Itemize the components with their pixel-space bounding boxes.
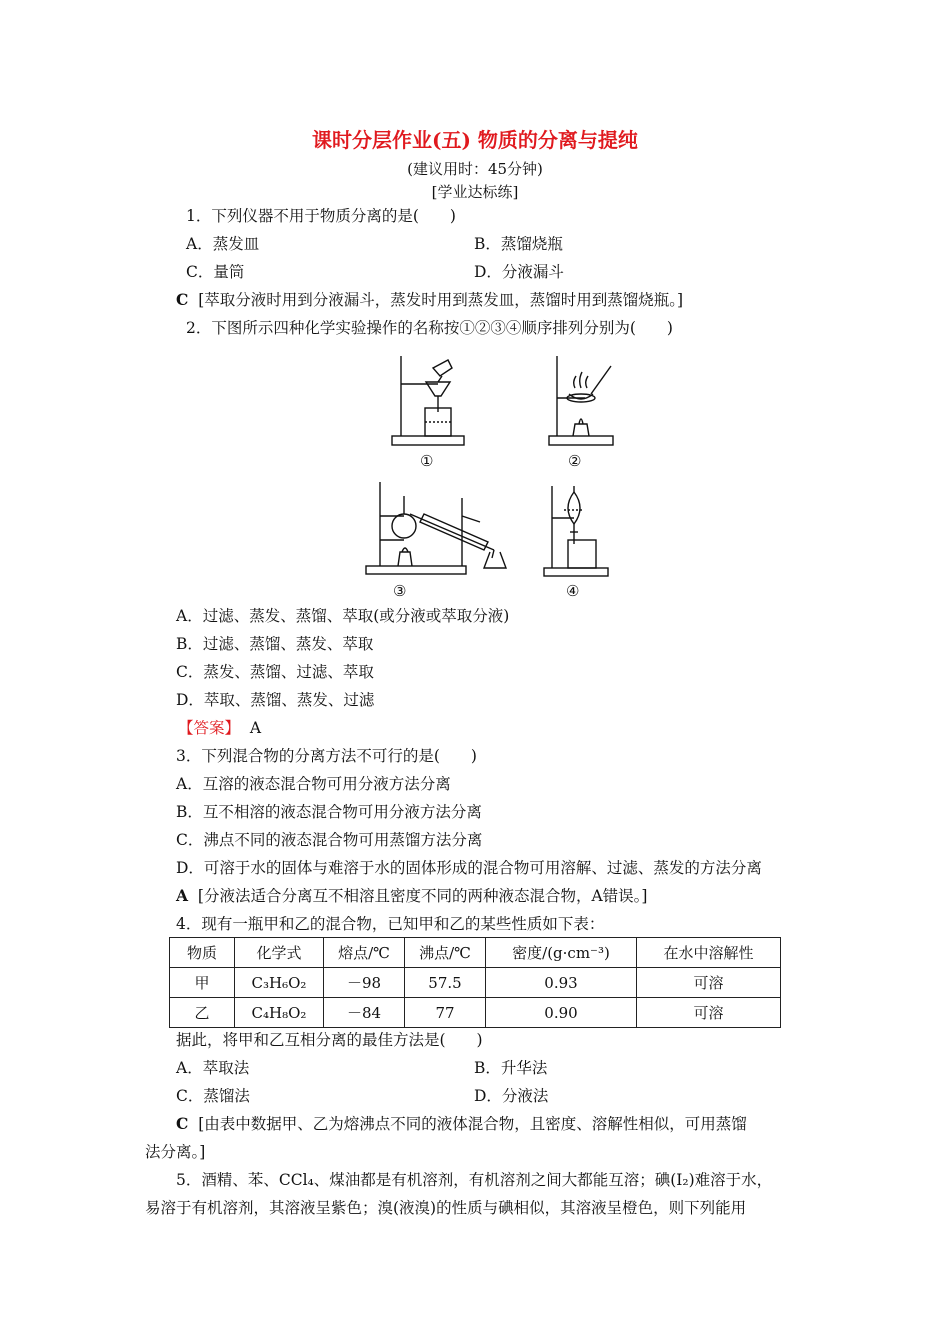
- table-header: 沸点/℃: [405, 938, 486, 968]
- table-cell: 可溶: [637, 968, 781, 998]
- q3-option-c: C．沸点不同的液态混合物可用蒸馏方法分离: [176, 831, 483, 849]
- q4-answer: [176, 1114, 747, 1134]
- q1-option-b: B．蒸馏烧瓶: [474, 235, 563, 253]
- q3-option-a: A．互溶的液态混合物可用分液方法分离: [176, 775, 451, 793]
- q2-answer: [178, 718, 261, 738]
- table-header: 熔点/℃: [324, 938, 405, 968]
- table-cell: C₄H₈O₂: [235, 998, 324, 1028]
- table-cell: －98: [324, 968, 405, 998]
- q1-stem: 1．下列仪器不用于物质分离的是( ): [186, 207, 456, 225]
- q3-explanation: [分液法适合分离互不相溶且密度不同的两种液态混合物，A错误。]: [197, 887, 648, 905]
- q4-explanation-line2: 法分离。]: [145, 1143, 206, 1161]
- suggested-time: (建议用时：45分钟): [407, 160, 543, 178]
- section-label: [学业达标练]: [431, 183, 519, 201]
- table-cell: 57.5: [405, 968, 486, 998]
- q4-stem: 4．现有一瓶甲和乙的混合物，已知甲和乙的某些性质如下表：: [176, 915, 605, 933]
- q4-option-c: C．蒸馏法: [176, 1087, 250, 1105]
- q2-answer-letter: A: [249, 719, 262, 737]
- page-title: 课时分层作业(五) 物质的分离与提纯: [312, 128, 638, 152]
- q5-line1: 5．酒精、苯、CCl₄、煤油都是有机溶剂，有机溶剂之间大都能互溶；碘(I₂)难溶于水，: [176, 1171, 773, 1189]
- q4-option-a: A．萃取法: [176, 1059, 250, 1077]
- filtration-apparatus-figure: [388, 352, 468, 448]
- distillation-apparatus-figure: [362, 478, 522, 578]
- q1-explanation: [萃取分液时用到分液漏斗，蒸发时用到蒸发皿，蒸馏时用到蒸馏烧瓶。]: [198, 291, 684, 309]
- table-header: 在水中溶解性: [637, 938, 781, 968]
- q4-question: 据此，将甲和乙互相分离的最佳方法是( ): [176, 1031, 483, 1049]
- table-cell: 乙: [170, 998, 235, 1028]
- table-cell: 0.93: [486, 968, 637, 998]
- table-cell: 77: [405, 998, 486, 1028]
- table-cell: 甲: [170, 968, 235, 998]
- q3-answer-letter: A: [176, 886, 189, 905]
- properties-table: [169, 937, 781, 1028]
- figure-label-3: ③: [393, 582, 407, 600]
- q2-option-c: C．蒸发、蒸馏、过滤、萃取: [176, 663, 374, 681]
- q4-option-b: B．升华法: [474, 1059, 548, 1077]
- q2-stem: 2．下图所示四种化学实验操作的名称按①②③④顺序排列分别为( ): [186, 319, 673, 337]
- q3-option-b: B．互不相溶的液态混合物可用分液方法分离: [176, 803, 482, 821]
- separatory-funnel-figure: [540, 482, 612, 578]
- q5-line2: 易溶于有机溶剂，其溶液呈紫色；溴(液溴)的性质与碘相似，其溶液呈橙色，则下列能用: [145, 1199, 747, 1217]
- q3-option-d: D．可溶于水的固体与难溶于水的固体形成的混合物可用溶解、过滤、蒸发的方法分离: [176, 859, 762, 877]
- figure-label-2: ②: [568, 452, 582, 470]
- q1-option-d: D．分液漏斗: [474, 263, 564, 281]
- table-header: 密度/(g·cm⁻³): [486, 938, 637, 968]
- q1-answer-letter: C: [176, 290, 189, 309]
- table-header: 化学式: [235, 938, 324, 968]
- figure-label-4: ④: [566, 582, 580, 600]
- table-cell: 可溶: [637, 998, 781, 1028]
- q1-answer: [176, 290, 683, 310]
- q4-explanation-line1: [由表中数据甲、乙为熔沸点不同的液体混合物，且密度、溶解性相似，可用蒸馏: [198, 1115, 747, 1133]
- q2-option-d: D．萃取、蒸馏、蒸发、过滤: [176, 691, 375, 709]
- q3-stem: 3．下列混合物的分离方法不可行的是( ): [176, 747, 477, 765]
- q3-answer: [176, 886, 647, 906]
- table-header: 物质: [170, 938, 235, 968]
- q4-answer-letter: C: [176, 1114, 189, 1133]
- evaporation-apparatus-figure: [545, 352, 617, 448]
- q4-option-d: D．分液法: [474, 1087, 549, 1105]
- table-cell: 0.90: [486, 998, 637, 1028]
- q1-option-a: A．蒸发皿: [186, 235, 260, 253]
- q2-option-b: B．过滤、蒸馏、蒸发、萃取: [176, 635, 374, 653]
- table-header-row: [170, 938, 781, 968]
- table-row: [170, 968, 781, 998]
- table-cell: C₃H₆O₂: [235, 968, 324, 998]
- figure-label-1: ①: [420, 452, 434, 470]
- table-cell: －84: [324, 998, 405, 1028]
- table-row: [170, 998, 781, 1028]
- q2-option-a: A．过滤、蒸发、蒸馏、萃取(或分液或萃取分液): [176, 607, 510, 625]
- q1-option-c: C．量筒: [186, 263, 245, 281]
- q2-answer-tag: 【答案】: [178, 719, 241, 737]
